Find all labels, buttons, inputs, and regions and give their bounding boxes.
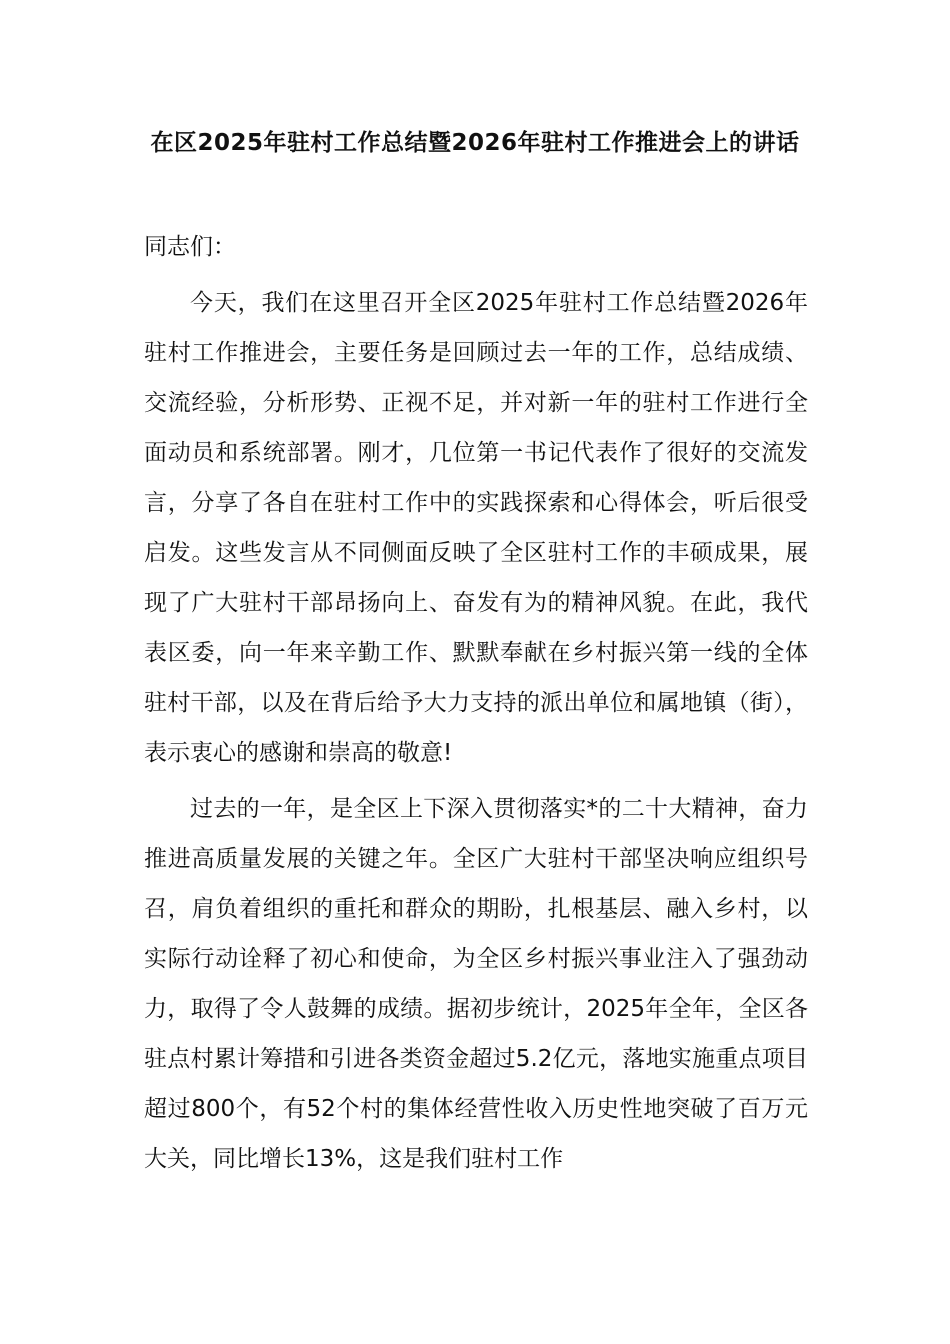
document-body	[144, 222, 808, 1184]
paragraph-2: 过去的一年，是全区上下深入贯彻落实*的二十大精神，奋力推进高质量发展的关键之年。全区广大驻村干部坚决响应组织号召，肩负着组织的重托和群众的期盼，扎根基层、融入乡村，以实际行动诠释了初心和使命，为全区乡村振兴事业注入了强劲动力，取得了令人鼓舞的成绩。据初步统计，2025年全年，全区各驻点村累计筹措和引进各类资金超过5.2亿元，落地实施重点项目超过800个，有52个村的集体经营性收入历史性地突破了百万元大关，同比增长13%，这是我们驻村工作	[144, 796, 808, 1172]
paragraph-1: 今天，我们在这里召开全区2025年驻村工作总结暨2026年驻村工作推进会，主要任务是回顾过去一年的工作，总结成绩、交流经验，分析形势、正视不足，并对新一年的驻村工作进行全面动员和系统部署。刚才，几位第一书记代表作了很好的交流发言，分享了各自在驻村工作中的实践探索和心得体会，听后很受启发。这些发言从不同侧面反映了全区驻村工作的丰硕成果，展现了广大驻村干部昂扬向上、奋发有为的精神风貌。在此，我代表区委，向一年来辛勤工作、默默奉献在乡村振兴第一线的全体驻村干部，以及在背后给予大力支持的派出单位和属地镇（街），表示衷心的感谢和崇高的敬意!	[144, 290, 808, 766]
salutation: 同志们：	[144, 234, 236, 260]
document-title: 在区2025年驻村工作总结暨2026年驻村工作推进会上的讲话	[150, 130, 800, 156]
